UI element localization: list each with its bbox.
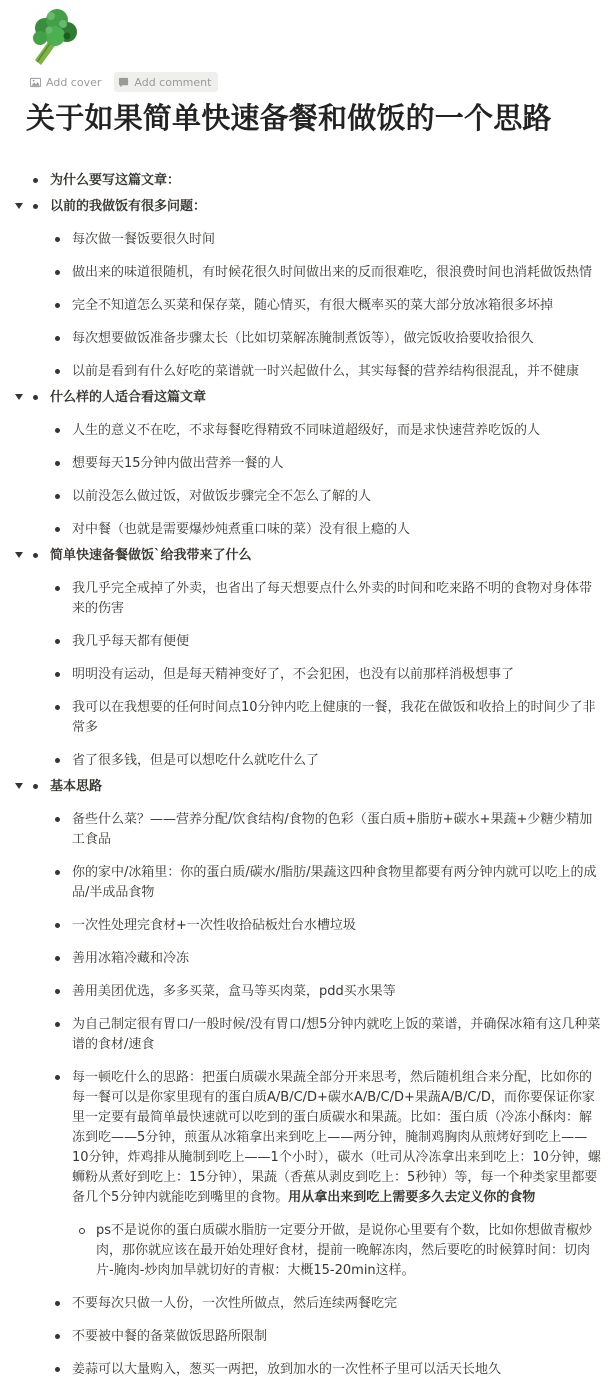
- bullet-icon: [55, 1367, 60, 1372]
- list-item-text: 每次想要做饭准备步骤太长（比如切菜解冻腌制煮饭等），做完饭收拾要收拾很久: [72, 331, 534, 346]
- bullet-icon: [55, 1301, 60, 1306]
- bullet-icon: [55, 817, 60, 822]
- bullet-icon: [55, 428, 60, 433]
- list-item-text: 省了很多钱，但是可以想吃什么就吃什么了: [72, 753, 320, 768]
- list-item[interactable]: [0, 916, 615, 936]
- bullet-icon: [33, 204, 38, 209]
- outline-heading[interactable]: [0, 777, 615, 797]
- list-item-text: ps不是说你的蛋白质碳水脂肪一定要分开做，是说你心里要有个数，比如你想做青椒炒肉，那你就应该在最开始处理好食材，提前一晚解冻肉，然后要吃的时候算时间：切肉片-腌肉-炒肉加旱就切好的青椒：大概15-20min这样。: [96, 1223, 593, 1278]
- list-item[interactable]: [0, 579, 615, 619]
- bullet-icon: [55, 527, 60, 532]
- list-item[interactable]: [0, 329, 615, 349]
- list-item-text: 每次做一餐饭要很久时间: [72, 232, 216, 247]
- list-item[interactable]: [0, 520, 615, 540]
- list-item-text: 完全不知道怎么买菜和保存菜，随心情买，有很大概率买的菜大部分放冰箱很多坏掉: [72, 298, 554, 313]
- list-item-text: 人生的意义不在吃，不求每餐吃得精致不同味道超级好，而是求快速营养吃饭的人: [72, 423, 541, 438]
- list-item[interactable]: [0, 632, 615, 652]
- list-item-text: 为什么要写这篇文章：: [50, 173, 181, 188]
- list-item[interactable]: [0, 949, 615, 969]
- list-item[interactable]: [0, 863, 615, 903]
- bullet-icon: [33, 784, 38, 789]
- list-item[interactable]: [0, 698, 615, 738]
- bullet-icon: [55, 923, 60, 928]
- list-item-text: 我几乎完全戒掉了外卖，也省出了每天想要点什么外卖的时间和吃来路不明的食物对身体带来的伤害: [72, 581, 593, 616]
- list-item-text: 善用冰箱冷藏和冷冻: [72, 951, 190, 966]
- add-cover-button[interactable]: [26, 72, 108, 92]
- bullet-icon: [55, 956, 60, 961]
- toggle-arrow-icon[interactable]: [15, 394, 23, 400]
- list-item-text: 姜蒜可以大量购入，葱买一两把，放到加水的一次性杯子里可以活天长地久: [72, 1362, 502, 1377]
- list-item-text: 什么样的人适合看这篇文章: [50, 390, 207, 405]
- list-item[interactable]: [0, 454, 615, 474]
- list-item[interactable]: [0, 810, 615, 850]
- bullet-icon: [55, 237, 60, 242]
- comment-icon: [118, 77, 129, 88]
- outline-list: [0, 171, 615, 1380]
- list-item[interactable]: [0, 1360, 615, 1380]
- list-item-text: 明明没有运动，但是每天精神变好了，不会犯困，也没有以前那样消极想事了: [72, 667, 515, 682]
- list-item-text: 你的家中/冰箱里：你的蛋白质/碳水/脂肪/果蔬这四种食物里都要有两分钟内就可以吃上的成品/半成品食物: [72, 865, 597, 900]
- bullet-icon: [55, 586, 60, 591]
- list-item-text: 做出来的味道很随机，有时候花很久时间做出来的反而很难吃，很浪费时间也消耗做饭热情: [72, 265, 593, 280]
- list-item[interactable]: [0, 296, 615, 316]
- bullet-icon: [55, 989, 60, 994]
- bullet-icon: [55, 270, 60, 275]
- list-item-text: 我几乎每天都有便便: [72, 634, 190, 649]
- bullet-icon: [33, 178, 38, 183]
- list-item-text: 以前的我做饭有很多问题：: [50, 199, 207, 214]
- toggle-arrow-icon[interactable]: [15, 783, 23, 789]
- bullet-icon: [55, 870, 60, 875]
- list-item[interactable]: [0, 1068, 615, 1208]
- add-comment-button[interactable]: [114, 72, 218, 92]
- list-item-text: 备些什么菜？——营养分配/饮食结构/食物的色彩（蛋白质+脂肪+碳水+果蔬+少糖少精加工食品: [72, 812, 593, 847]
- bullet-icon: [55, 494, 60, 499]
- image-icon: [30, 77, 41, 88]
- bullet-icon: [55, 672, 60, 677]
- page-title[interactable]: 关于如果简单快速备餐和做饭的一个思路: [26, 101, 552, 135]
- bullet-icon: [55, 1022, 60, 1027]
- list-item[interactable]: [0, 982, 615, 1002]
- bullet-icon: [55, 639, 60, 644]
- list-item-text: 想要每天15分钟内做出营养一餐的人: [72, 456, 284, 471]
- outline-heading[interactable]: [0, 388, 615, 408]
- bullet-icon: [33, 395, 38, 400]
- add-comment-label: Add comment: [134, 75, 212, 89]
- list-item-text: 基本思路: [50, 779, 103, 794]
- list-item-text: 每一顿吃什么的思路：把蛋白质碳水果蔬全部分开来思考，然后随机组合来分配，比如你的每一餐可以是你家里现有的蛋白质A/B/C/D+碳水A/B/C/D+果蔬A/B/C/D，而你要保证你家里一定要有最简单最快速就可以吃到的蛋白质碳水和果蔬。比如：蛋白质（冷冻小酥肉：解冻到吃——5分钟，煎蛋从冰箱拿出来到吃上——两分钟，腌制鸡胸肉从煎烤好到吃上——10分钟，炸鸡排从腌制到吃上——1个小时），碳水（吐司从冷冻拿出来到吃上：10分钟，螺蛳粉从煮好到吃上：15分钟），果蔬（香蕉从剥皮到吃上：5秒钟）等，每一个种类家里都要备几个5分钟内就能吃到嘴里的食物。用从拿出来到吃上需要多久去定义你的食物: [72, 1070, 601, 1205]
- list-item-text: 以前是看到有什么好吃的菜谱就一时兴起做什么，其实每餐的营养结构很混乱，并不健康: [72, 364, 580, 379]
- bullet-icon: [55, 705, 60, 710]
- broccoli-icon[interactable]: [27, 8, 79, 66]
- list-item-text: 为自己制定很有胃口/一般时候/没有胃口/想5分钟内就吃上饭的菜谱，并确保冰箱有这几种菜谱的食材/速食: [72, 1017, 601, 1052]
- list-item-text: 不要被中餐的备菜做饭思路所限制: [72, 1329, 268, 1344]
- list-item-text: 简单快速备餐做饭`给我带来了什么: [50, 548, 252, 563]
- list-item[interactable]: [0, 487, 615, 507]
- list-item[interactable]: [0, 1294, 615, 1314]
- bullet-icon: [55, 461, 60, 466]
- list-item[interactable]: [0, 362, 615, 382]
- outline-heading[interactable]: [0, 171, 615, 191]
- bullet-icon: [33, 553, 38, 558]
- list-item[interactable]: [0, 751, 615, 771]
- list-item-text: 一次性处理完食材+一次性收拾砧板灶台水槽垃圾: [72, 918, 356, 933]
- outline-heading[interactable]: [0, 546, 615, 566]
- list-item[interactable]: [0, 230, 615, 250]
- list-item[interactable]: [0, 421, 615, 441]
- bullet-icon: [55, 369, 60, 374]
- toggle-arrow-icon[interactable]: [15, 203, 23, 209]
- sub-list-item[interactable]: [0, 1221, 615, 1281]
- list-item-text: 善用美团优选，多多买菜，盒马等买肉菜，pdd买水果等: [72, 984, 396, 999]
- add-cover-label: Add cover: [46, 75, 102, 89]
- list-item-text: 我可以在我想要的任何时间点10分钟内吃上健康的一餐，我花在做饭和收拾上的时间少了非常多: [72, 700, 596, 735]
- bullet-icon: [55, 336, 60, 341]
- bullet-icon: [55, 1075, 60, 1080]
- list-item[interactable]: [0, 1327, 615, 1347]
- bullet-icon: [79, 1228, 85, 1234]
- list-item-text: 对中餐（也就是需要爆炒炖煮重口味的菜）没有很上瘾的人: [72, 522, 411, 537]
- list-item[interactable]: [0, 1015, 615, 1055]
- list-item[interactable]: [0, 263, 615, 283]
- list-item[interactable]: [0, 665, 615, 685]
- emphasis-text: 用从拿出来到吃上需要多久去定义你的食物: [288, 1190, 536, 1205]
- toggle-arrow-icon[interactable]: [15, 552, 23, 558]
- bullet-icon: [55, 303, 60, 308]
- list-item-text: 以前没怎么做过饭，对做饭步骤完全不怎么了解的人: [72, 489, 372, 504]
- bullet-icon: [55, 1334, 60, 1339]
- bullet-icon: [55, 758, 60, 763]
- outline-heading[interactable]: [0, 197, 615, 217]
- page-controls: [26, 72, 218, 92]
- list-item-text: 不要每次只做一人份，一次性所做点，然后连续两餐吃完: [72, 1296, 398, 1311]
